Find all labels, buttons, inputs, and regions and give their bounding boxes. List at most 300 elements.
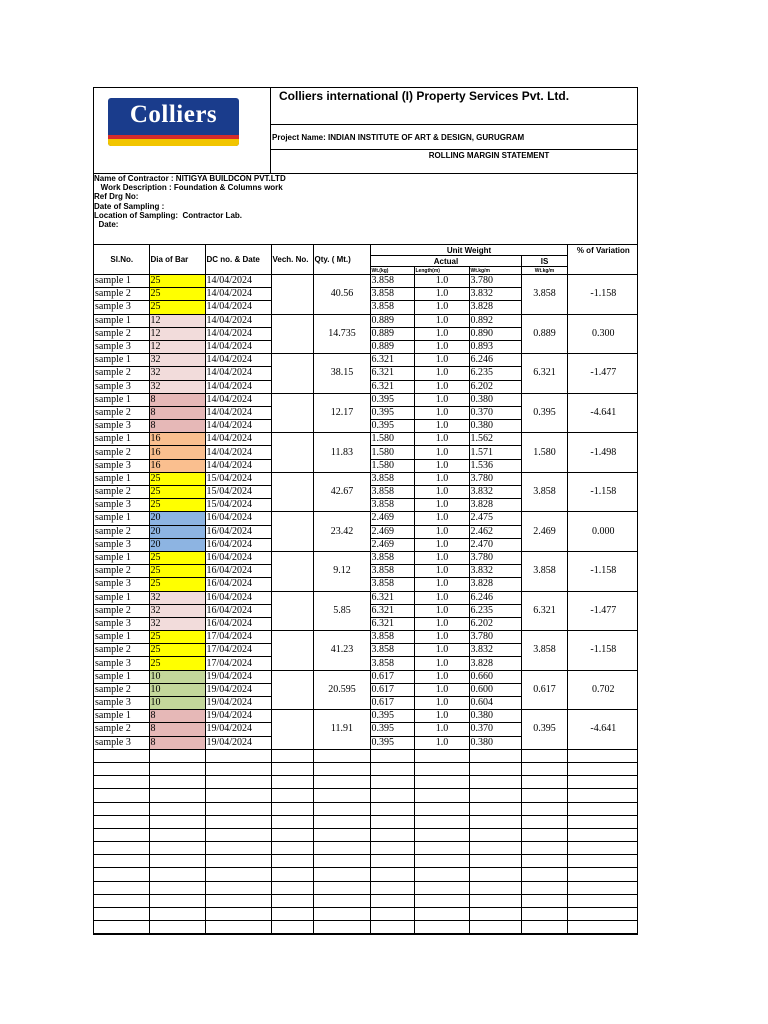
empty-cell — [205, 842, 271, 855]
bar-diameter: 32 — [149, 617, 205, 630]
actual-weight: 3.858 — [370, 551, 414, 564]
actual-weight: 3.858 — [370, 565, 414, 578]
weight-per-meter: 3.828 — [469, 301, 521, 314]
dc-date: 16/04/2024 — [205, 578, 271, 591]
empty-cell — [94, 908, 149, 921]
dc-date: 15/04/2024 — [205, 472, 271, 485]
sample-length: 1.0 — [414, 486, 469, 499]
sample-label: sample 3 — [94, 617, 149, 630]
empty-cell — [370, 881, 414, 894]
bar-diameter: 16 — [149, 446, 205, 459]
actual-weight: 3.858 — [370, 472, 414, 485]
empty-cell — [469, 749, 521, 762]
quantity: 40.56 — [313, 275, 370, 315]
empty-cell — [271, 868, 313, 881]
empty-cell — [567, 789, 638, 802]
dc-date: 14/04/2024 — [205, 380, 271, 393]
empty-cell — [271, 921, 313, 934]
actual-weight: 3.858 — [370, 275, 414, 288]
variation-percent: -1.498 — [567, 433, 638, 473]
sample-length: 1.0 — [414, 314, 469, 327]
sample-length: 1.0 — [414, 657, 469, 670]
empty-cell — [469, 802, 521, 815]
dc-date: 17/04/2024 — [205, 657, 271, 670]
empty-cell — [313, 762, 370, 775]
sample-label: sample 2 — [94, 367, 149, 380]
empty-cell — [205, 881, 271, 894]
sample-length: 1.0 — [414, 275, 469, 288]
weight-per-meter: 3.780 — [469, 275, 521, 288]
table-row — [94, 472, 638, 485]
empty-cell — [94, 881, 149, 894]
empty-cell — [414, 908, 469, 921]
actual-weight: 0.395 — [370, 710, 414, 723]
bar-diameter: 8 — [149, 406, 205, 419]
variation-percent: 0.000 — [567, 512, 638, 552]
actual-weight: 1.580 — [370, 459, 414, 472]
dc-date: 14/04/2024 — [205, 433, 271, 446]
empty-cell — [521, 894, 567, 907]
sample-length: 1.0 — [414, 591, 469, 604]
vehicle-no — [271, 710, 313, 750]
empty-cell — [94, 855, 149, 868]
dc-date: 19/04/2024 — [205, 670, 271, 683]
empty-cell — [370, 815, 414, 828]
weight-per-meter: 6.202 — [469, 617, 521, 630]
quantity: 42.67 — [313, 472, 370, 512]
empty-cell — [414, 749, 469, 762]
sample-length: 1.0 — [414, 578, 469, 591]
bar-diameter: 25 — [149, 288, 205, 301]
sample-length: 1.0 — [414, 499, 469, 512]
empty-cell — [271, 802, 313, 815]
contract-info — [94, 174, 637, 245]
sample-label: sample 3 — [94, 736, 149, 749]
actual-weight: 2.469 — [370, 538, 414, 551]
quantity: 11.83 — [313, 433, 370, 473]
sample-label: sample 1 — [94, 472, 149, 485]
is-weight: 0.889 — [521, 314, 567, 354]
date-of-sampling: Date of Sampling : — [94, 201, 165, 211]
empty-cell — [205, 815, 271, 828]
empty-row — [94, 828, 638, 841]
dc-date: 16/04/2024 — [205, 617, 271, 630]
empty-cell — [370, 868, 414, 881]
dc-date: 16/04/2024 — [205, 538, 271, 551]
table-row — [94, 314, 638, 327]
sample-label: sample 2 — [94, 644, 149, 657]
table-row — [94, 433, 638, 446]
empty-row — [94, 749, 638, 762]
col-dc: DC no. & Date — [205, 245, 271, 275]
sample-label: sample 2 — [94, 604, 149, 617]
empty-cell — [94, 749, 149, 762]
actual-weight: 6.321 — [370, 354, 414, 367]
quantity: 5.85 — [313, 591, 370, 631]
actual-weight: 0.395 — [370, 723, 414, 736]
sheet-header — [94, 88, 637, 174]
empty-cell — [521, 749, 567, 762]
sample-length: 1.0 — [414, 644, 469, 657]
empty-row — [94, 921, 638, 934]
empty-cell — [313, 842, 370, 855]
sample-label: sample 2 — [94, 327, 149, 340]
bar-diameter: 32 — [149, 604, 205, 617]
dc-date: 14/04/2024 — [205, 459, 271, 472]
empty-cell — [313, 855, 370, 868]
bar-diameter: 25 — [149, 551, 205, 564]
variation-percent: -1.158 — [567, 275, 638, 315]
rolling-margin-table — [94, 245, 638, 934]
sample-label: sample 2 — [94, 525, 149, 538]
weight-per-meter: 0.893 — [469, 340, 521, 353]
empty-cell — [567, 881, 638, 894]
empty-cell — [521, 921, 567, 934]
col-wt-kgm: Wt.kg/m — [469, 267, 521, 275]
empty-cell — [567, 894, 638, 907]
dc-date: 14/04/2024 — [205, 314, 271, 327]
empty-cell — [271, 908, 313, 921]
vehicle-no — [271, 512, 313, 552]
empty-cell — [370, 802, 414, 815]
empty-cell — [149, 881, 205, 894]
dc-date: 17/04/2024 — [205, 631, 271, 644]
empty-cell — [94, 815, 149, 828]
empty-cell — [469, 881, 521, 894]
dc-date: 14/04/2024 — [205, 340, 271, 353]
empty-cell — [414, 762, 469, 775]
empty-cell — [94, 802, 149, 815]
empty-cell — [149, 815, 205, 828]
empty-cell — [94, 789, 149, 802]
actual-weight: 1.580 — [370, 446, 414, 459]
bar-diameter: 20 — [149, 538, 205, 551]
empty-cell — [370, 776, 414, 789]
empty-cell — [521, 815, 567, 828]
actual-weight: 2.469 — [370, 512, 414, 525]
empty-cell — [313, 868, 370, 881]
quantity: 14.735 — [313, 314, 370, 354]
empty-cell — [521, 855, 567, 868]
sample-label: sample 3 — [94, 578, 149, 591]
sample-length: 1.0 — [414, 393, 469, 406]
dc-date: 14/04/2024 — [205, 393, 271, 406]
actual-weight: 3.858 — [370, 301, 414, 314]
sample-length: 1.0 — [414, 433, 469, 446]
dc-date: 14/04/2024 — [205, 367, 271, 380]
empty-cell — [414, 881, 469, 894]
weight-per-meter: 3.828 — [469, 578, 521, 591]
sample-label: sample 1 — [94, 433, 149, 446]
empty-cell — [414, 789, 469, 802]
empty-cell — [567, 855, 638, 868]
sample-label: sample 1 — [94, 591, 149, 604]
empty-cell — [149, 842, 205, 855]
actual-weight: 0.617 — [370, 683, 414, 696]
rolling-margin-sheet — [93, 87, 638, 935]
dc-date: 16/04/2024 — [205, 551, 271, 564]
empty-cell — [414, 842, 469, 855]
sample-length: 1.0 — [414, 367, 469, 380]
logo-text: Colliers — [129, 101, 218, 128]
bar-diameter: 10 — [149, 670, 205, 683]
col-qty: Qty. ( Mt.) — [313, 245, 370, 275]
weight-per-meter: 6.202 — [469, 380, 521, 393]
bar-diameter: 25 — [149, 472, 205, 485]
sample-length: 1.0 — [414, 710, 469, 723]
dc-date: 15/04/2024 — [205, 486, 271, 499]
sample-length: 1.0 — [414, 406, 469, 419]
weight-per-meter: 0.380 — [469, 710, 521, 723]
weight-per-meter: 0.380 — [469, 393, 521, 406]
empty-cell — [567, 868, 638, 881]
empty-row — [94, 815, 638, 828]
variation-percent: 0.300 — [567, 314, 638, 354]
company-title: Colliers international (I) Property Services Pvt. Ltd. — [271, 88, 637, 125]
empty-cell — [313, 921, 370, 934]
actual-weight: 1.580 — [370, 433, 414, 446]
bar-diameter: 8 — [149, 420, 205, 433]
actual-weight: 3.858 — [370, 631, 414, 644]
empty-cell — [521, 908, 567, 921]
empty-cell — [567, 842, 638, 855]
sample-length: 1.0 — [414, 340, 469, 353]
dc-date: 14/04/2024 — [205, 327, 271, 340]
variation-percent: -1.158 — [567, 472, 638, 512]
col-slno: Sl.No. — [94, 245, 149, 275]
empty-cell — [370, 749, 414, 762]
sample-label: sample 3 — [94, 657, 149, 670]
sample-length: 1.0 — [414, 736, 469, 749]
variation-spacer — [567, 256, 638, 275]
sample-label: sample 1 — [94, 710, 149, 723]
bar-diameter: 12 — [149, 314, 205, 327]
dc-date: 15/04/2024 — [205, 499, 271, 512]
empty-cell — [205, 921, 271, 934]
weight-per-meter: 6.246 — [469, 591, 521, 604]
col-wt-kg: Wt.(kg) — [370, 267, 414, 275]
sample-length: 1.0 — [414, 301, 469, 314]
colliers-logo — [108, 98, 239, 146]
sample-label: sample 1 — [94, 512, 149, 525]
bar-diameter: 25 — [149, 644, 205, 657]
empty-row — [94, 868, 638, 881]
weight-per-meter: 0.380 — [469, 420, 521, 433]
bar-diameter: 10 — [149, 683, 205, 696]
bar-diameter: 25 — [149, 565, 205, 578]
bar-diameter: 20 — [149, 525, 205, 538]
is-weight: 6.321 — [521, 354, 567, 394]
weight-per-meter: 2.475 — [469, 512, 521, 525]
bar-diameter: 32 — [149, 367, 205, 380]
variation-percent: -4.641 — [567, 393, 638, 433]
col-is-wt: Wt.kg/m — [521, 267, 567, 275]
sample-length: 1.0 — [414, 723, 469, 736]
bar-diameter: 32 — [149, 380, 205, 393]
vehicle-no — [271, 354, 313, 394]
vehicle-no — [271, 433, 313, 473]
dc-date: 14/04/2024 — [205, 275, 271, 288]
bar-diameter: 12 — [149, 327, 205, 340]
actual-weight: 6.321 — [370, 380, 414, 393]
empty-cell — [414, 921, 469, 934]
actual-weight: 6.321 — [370, 591, 414, 604]
sample-label: sample 3 — [94, 499, 149, 512]
sample-label: sample 3 — [94, 301, 149, 314]
empty-cell — [149, 828, 205, 841]
table-body — [94, 275, 638, 934]
empty-cell — [313, 894, 370, 907]
sample-length: 1.0 — [414, 551, 469, 564]
table-row — [94, 591, 638, 604]
weight-per-meter: 3.780 — [469, 551, 521, 564]
empty-cell — [313, 828, 370, 841]
empty-row — [94, 789, 638, 802]
actual-weight: 0.617 — [370, 697, 414, 710]
table-row — [94, 275, 638, 288]
sample-label: sample 1 — [94, 670, 149, 683]
project-name: Project Name: INDIAN INSTITUTE OF ART & DESIGN, GURUGRAM — [271, 125, 637, 150]
empty-cell — [149, 789, 205, 802]
empty-cell — [271, 815, 313, 828]
logo-stripe-yellow — [108, 139, 239, 146]
empty-cell — [271, 749, 313, 762]
actual-weight: 6.321 — [370, 617, 414, 630]
actual-weight: 3.858 — [370, 644, 414, 657]
actual-weight: 0.617 — [370, 670, 414, 683]
empty-cell — [414, 815, 469, 828]
empty-cell — [94, 828, 149, 841]
sample-length: 1.0 — [414, 288, 469, 301]
weight-per-meter: 1.571 — [469, 446, 521, 459]
dc-date: 19/04/2024 — [205, 736, 271, 749]
weight-per-meter: 2.470 — [469, 538, 521, 551]
bar-diameter: 25 — [149, 499, 205, 512]
quantity: 11.91 — [313, 710, 370, 750]
empty-cell — [370, 921, 414, 934]
dc-date: 14/04/2024 — [205, 446, 271, 459]
empty-cell — [313, 776, 370, 789]
bar-diameter: 8 — [149, 736, 205, 749]
dc-date: 19/04/2024 — [205, 697, 271, 710]
empty-cell — [469, 894, 521, 907]
empty-cell — [271, 762, 313, 775]
actual-weight: 0.395 — [370, 736, 414, 749]
sample-length: 1.0 — [414, 327, 469, 340]
empty-cell — [271, 776, 313, 789]
empty-cell — [205, 762, 271, 775]
variation-percent: -1.477 — [567, 591, 638, 631]
actual-weight: 0.395 — [370, 393, 414, 406]
sample-label: sample 3 — [94, 697, 149, 710]
empty-cell — [469, 908, 521, 921]
bar-diameter: 8 — [149, 393, 205, 406]
empty-row — [94, 776, 638, 789]
logo-cell — [94, 88, 271, 173]
dc-date: 16/04/2024 — [205, 525, 271, 538]
actual-weight: 0.889 — [370, 314, 414, 327]
actual-weight: 0.395 — [370, 406, 414, 419]
sample-length: 1.0 — [414, 565, 469, 578]
bar-diameter: 32 — [149, 354, 205, 367]
actual-weight: 3.858 — [370, 288, 414, 301]
dc-date: 14/04/2024 — [205, 301, 271, 314]
is-weight: 2.469 — [521, 512, 567, 552]
is-weight: 0.617 — [521, 670, 567, 710]
weight-per-meter: 0.892 — [469, 314, 521, 327]
col-vech: Vech. No. — [271, 245, 313, 275]
empty-cell — [370, 762, 414, 775]
empty-cell — [469, 776, 521, 789]
weight-per-meter: 2.462 — [469, 525, 521, 538]
table-row — [94, 631, 638, 644]
weight-per-meter: 0.380 — [469, 736, 521, 749]
sample-length: 1.0 — [414, 459, 469, 472]
weight-per-meter: 3.828 — [469, 499, 521, 512]
sample-label: sample 1 — [94, 393, 149, 406]
dc-date: 19/04/2024 — [205, 683, 271, 696]
weight-per-meter: 3.780 — [469, 472, 521, 485]
weight-per-meter: 1.536 — [469, 459, 521, 472]
variation-percent: -1.477 — [567, 354, 638, 394]
empty-cell — [469, 855, 521, 868]
sample-label: sample 1 — [94, 631, 149, 644]
sample-length: 1.0 — [414, 617, 469, 630]
weight-per-meter: 3.832 — [469, 288, 521, 301]
weight-per-meter: 0.370 — [469, 723, 521, 736]
table-row — [94, 710, 638, 723]
header-right — [271, 88, 637, 173]
empty-cell — [313, 749, 370, 762]
empty-cell — [313, 789, 370, 802]
sample-length: 1.0 — [414, 354, 469, 367]
sample-label: sample 2 — [94, 683, 149, 696]
sample-label: sample 1 — [94, 314, 149, 327]
empty-cell — [370, 908, 414, 921]
empty-cell — [149, 921, 205, 934]
empty-row — [94, 842, 638, 855]
sample-length: 1.0 — [414, 472, 469, 485]
sample-label: sample 2 — [94, 486, 149, 499]
empty-cell — [414, 868, 469, 881]
empty-cell — [205, 868, 271, 881]
empty-cell — [94, 842, 149, 855]
empty-cell — [205, 789, 271, 802]
empty-row — [94, 908, 638, 921]
empty-cell — [149, 868, 205, 881]
actual-weight: 0.889 — [370, 327, 414, 340]
empty-cell — [205, 802, 271, 815]
weight-per-meter: 0.604 — [469, 697, 521, 710]
empty-cell — [414, 855, 469, 868]
empty-cell — [521, 868, 567, 881]
quantity: 23.42 — [313, 512, 370, 552]
col-dia: Dia of Bar — [149, 245, 205, 275]
table-row — [94, 670, 638, 683]
empty-cell — [567, 749, 638, 762]
dc-date: 14/04/2024 — [205, 288, 271, 301]
actual-weight: 6.321 — [370, 604, 414, 617]
bar-diameter: 16 — [149, 433, 205, 446]
empty-cell — [469, 789, 521, 802]
empty-row — [94, 894, 638, 907]
is-weight: 3.858 — [521, 275, 567, 315]
sample-length: 1.0 — [414, 380, 469, 393]
sample-label: sample 2 — [94, 723, 149, 736]
sample-length: 1.0 — [414, 538, 469, 551]
sample-length: 1.0 — [414, 525, 469, 538]
empty-cell — [205, 828, 271, 841]
